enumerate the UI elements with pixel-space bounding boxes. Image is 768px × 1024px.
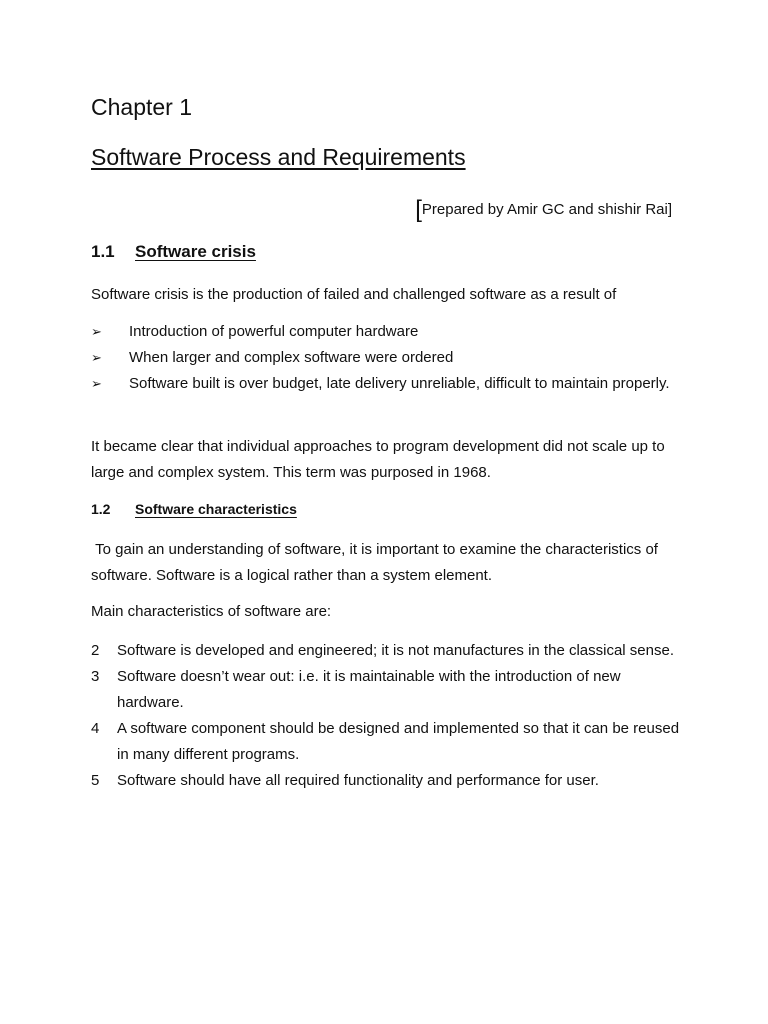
list-item — [91, 664, 681, 716]
list-item-text: Software built is over budget, late delivery unreliable, difficult to maintain properly. — [129, 375, 670, 392]
chapter-heading: Chapter 1 — [91, 94, 193, 120]
list-item-number: 3 — [91, 668, 100, 685]
section-1-1-heading — [91, 242, 256, 262]
prepared-by-bracket: [ — [415, 196, 422, 223]
section-number: 1.1 — [91, 242, 115, 261]
list-item — [91, 345, 681, 371]
section-1-2-numbered-list — [91, 638, 681, 794]
section-1-1-bullet-list — [91, 319, 681, 397]
list-item-text: Software is developed and engineered; it is not manufactures in the classical sense. — [117, 642, 674, 659]
list-item — [91, 638, 681, 664]
list-item — [91, 371, 681, 397]
list-item-text: When larger and complex software were ordered — [129, 349, 454, 366]
section-1-1-conclusion: It became clear that individual approaches to program development did not scale up to large and complex system. This term was purposed in 1968. — [91, 438, 665, 481]
section-1-1-intro: Software crisis is the production of failed and challenged software as a result of — [91, 286, 617, 303]
section-title: Software crisis — [135, 242, 256, 261]
list-item-text: Software should have all required functionality and performance for user. — [117, 772, 599, 789]
list-item — [91, 716, 681, 768]
list-item-number: 2 — [91, 642, 100, 659]
document-title: Software Process and Requirements — [91, 144, 466, 170]
section-1-2-heading — [91, 501, 297, 517]
list-item-text: A software component should be designed and implemented so that it can be reused in many different programs. — [117, 720, 680, 763]
arrow-bullet-icon: ➢ — [91, 324, 102, 339]
section-1-2-list-intro: Main characteristics of software are: — [91, 603, 332, 620]
list-item — [91, 319, 681, 345]
list-item-number: 5 — [91, 772, 100, 789]
section-title: Software characteristics — [135, 501, 297, 517]
arrow-bullet-icon: ➢ — [91, 350, 102, 365]
section-number: 1.2 — [91, 501, 111, 517]
list-item — [91, 768, 681, 794]
arrow-bullet-icon: ➢ — [91, 376, 102, 391]
list-item-number: 4 — [91, 720, 100, 737]
prepared-by-note — [415, 196, 672, 224]
prepared-by-text: Prepared by Amir GC and shishir Rai] — [421, 201, 672, 218]
list-item-text: Introduction of powerful computer hardware — [129, 323, 419, 340]
list-item-text: Software doesn’t wear out: i.e. it is maintainable with the introduction of new hardware. — [117, 668, 621, 711]
section-1-2-intro: To gain an understanding of software, it is important to examine the characteristics of software. Software is a logical rather than a system element. — [91, 541, 663, 584]
